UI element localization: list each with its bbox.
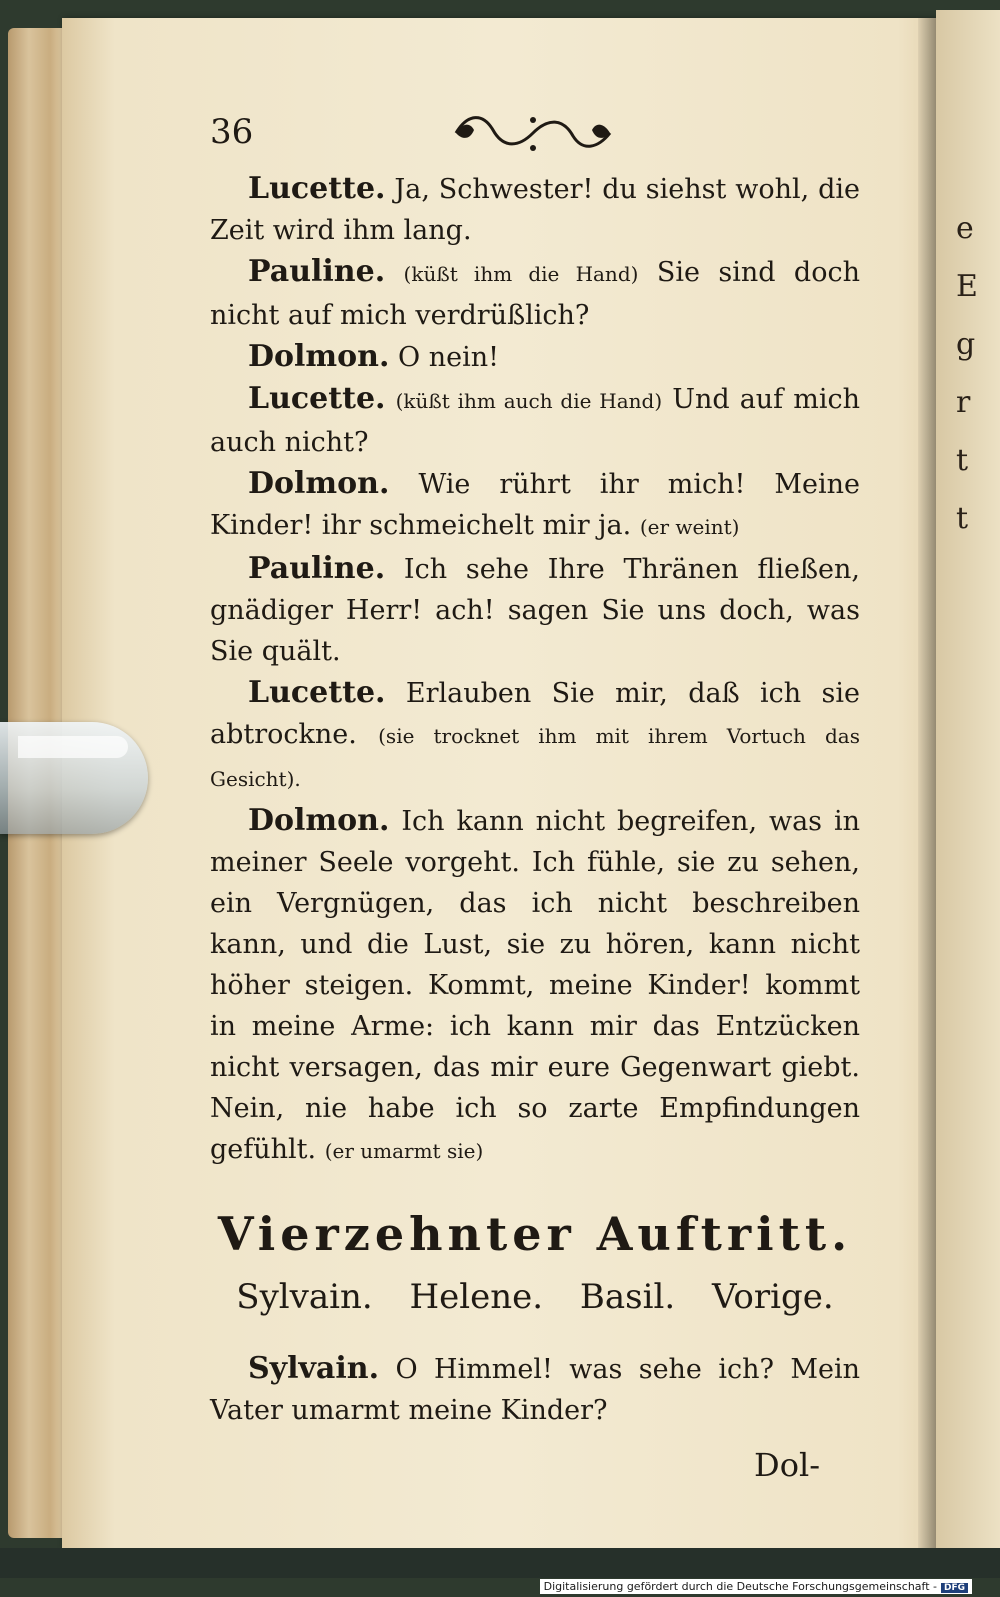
digitization-credit xyxy=(540,1579,972,1594)
dialogue-line xyxy=(210,378,860,463)
line-text: O Himmel! was sehe ich? Mein Vater umarmt meine Kinder? xyxy=(210,1354,860,1426)
stage-direction: (küßt ihm die Hand) xyxy=(403,262,639,286)
page-number: 36 xyxy=(210,112,254,152)
line-text: Ich sehe Ihre Thränen fließen, gnädiger Herr! ach! sagen Sie uns doch, was Sie quält. xyxy=(210,554,860,667)
dialogue-line xyxy=(210,168,860,251)
line-text: Ja, Schwester! du siehst wohl, die Zeit wird ihm lang. xyxy=(210,174,860,246)
stage-direction: (er weint) xyxy=(639,515,740,539)
line-text: Wie rührt ihr mich! Meine Kinder! ihr schmeichelt mir ja. xyxy=(210,469,860,541)
facing-letter: g xyxy=(956,327,976,362)
stage-direction: (er umarmt sie) xyxy=(324,1139,484,1163)
scan-background xyxy=(0,1548,1000,1578)
facing-letter: t xyxy=(956,501,969,536)
speaker-name: Dolmon. xyxy=(248,803,390,838)
spine-shadow xyxy=(918,18,936,1548)
page-text xyxy=(210,108,860,1486)
line-text: Erlauben Sie mir, daß ich sie abtrockne. xyxy=(210,678,860,750)
dialogue-line xyxy=(210,336,860,378)
page-clip xyxy=(0,722,148,834)
page-header xyxy=(210,108,860,168)
line-text: Sie sind doch nicht auf mich verdrüßlich? xyxy=(210,257,860,331)
dialogue-line xyxy=(210,672,860,800)
dialogue-line xyxy=(210,1348,860,1431)
speaker-name: Lucette. xyxy=(248,171,386,206)
dialogue-line xyxy=(210,251,860,336)
facing-letter: t xyxy=(956,443,969,478)
line-text: O nein! xyxy=(398,342,499,373)
speaker-name: Pauline. xyxy=(248,551,386,586)
dialogue-line xyxy=(210,548,860,672)
speaker-name: Dolmon. xyxy=(248,466,390,501)
facing-letter: r xyxy=(956,385,971,420)
credit-text: Digitalisierung gefördert durch die Deutsche Forschungsgemeinschaft - xyxy=(543,1580,937,1593)
speaker-name: Pauline. xyxy=(248,254,386,289)
catchword: Dol- xyxy=(754,1446,820,1484)
ornament-icon xyxy=(448,108,618,158)
speaker-name: Dolmon. xyxy=(248,339,390,374)
dialogue-line xyxy=(210,800,860,1172)
dialogue-line xyxy=(210,463,860,548)
scene-cast: Sylvain. Helene. Basil. Vorige. xyxy=(236,1277,834,1317)
line-text: Ich kann nicht begreifen, was in meiner Seele vorgeht. Ich fühle, sie zu sehen, ein Vergnügen, das ich nicht beschreiben kann, und die Lust, sie zu hören, kann nicht höher steigen. Kommt, meine Kinder! kommt in meine Arme: ich kann mir das Entzücken nicht versagen, das mir eure Gegenwart giebt. Nein, nie habe ich so zarte Empfindungen gefühlt. xyxy=(210,806,860,1165)
stage-direction: (küßt ihm auch die Hand) xyxy=(395,389,663,413)
facing-letter: e xyxy=(956,211,974,246)
dfg-logo: DFG xyxy=(941,1583,968,1593)
line-text: Und auf mich auch nicht? xyxy=(210,384,860,458)
scene-title: Vierzehnter Auftritt. xyxy=(217,1207,853,1261)
speaker-name: Lucette. xyxy=(248,675,386,710)
speaker-name: Sylvain. xyxy=(248,1351,380,1386)
facing-page-text xyxy=(956,200,978,548)
stage-direction: (sie trocknet ihm mit ihrem Vortuch das Gesicht). xyxy=(210,724,860,791)
facing-letter: E xyxy=(956,269,978,304)
speaker-name: Lucette. xyxy=(248,381,386,416)
